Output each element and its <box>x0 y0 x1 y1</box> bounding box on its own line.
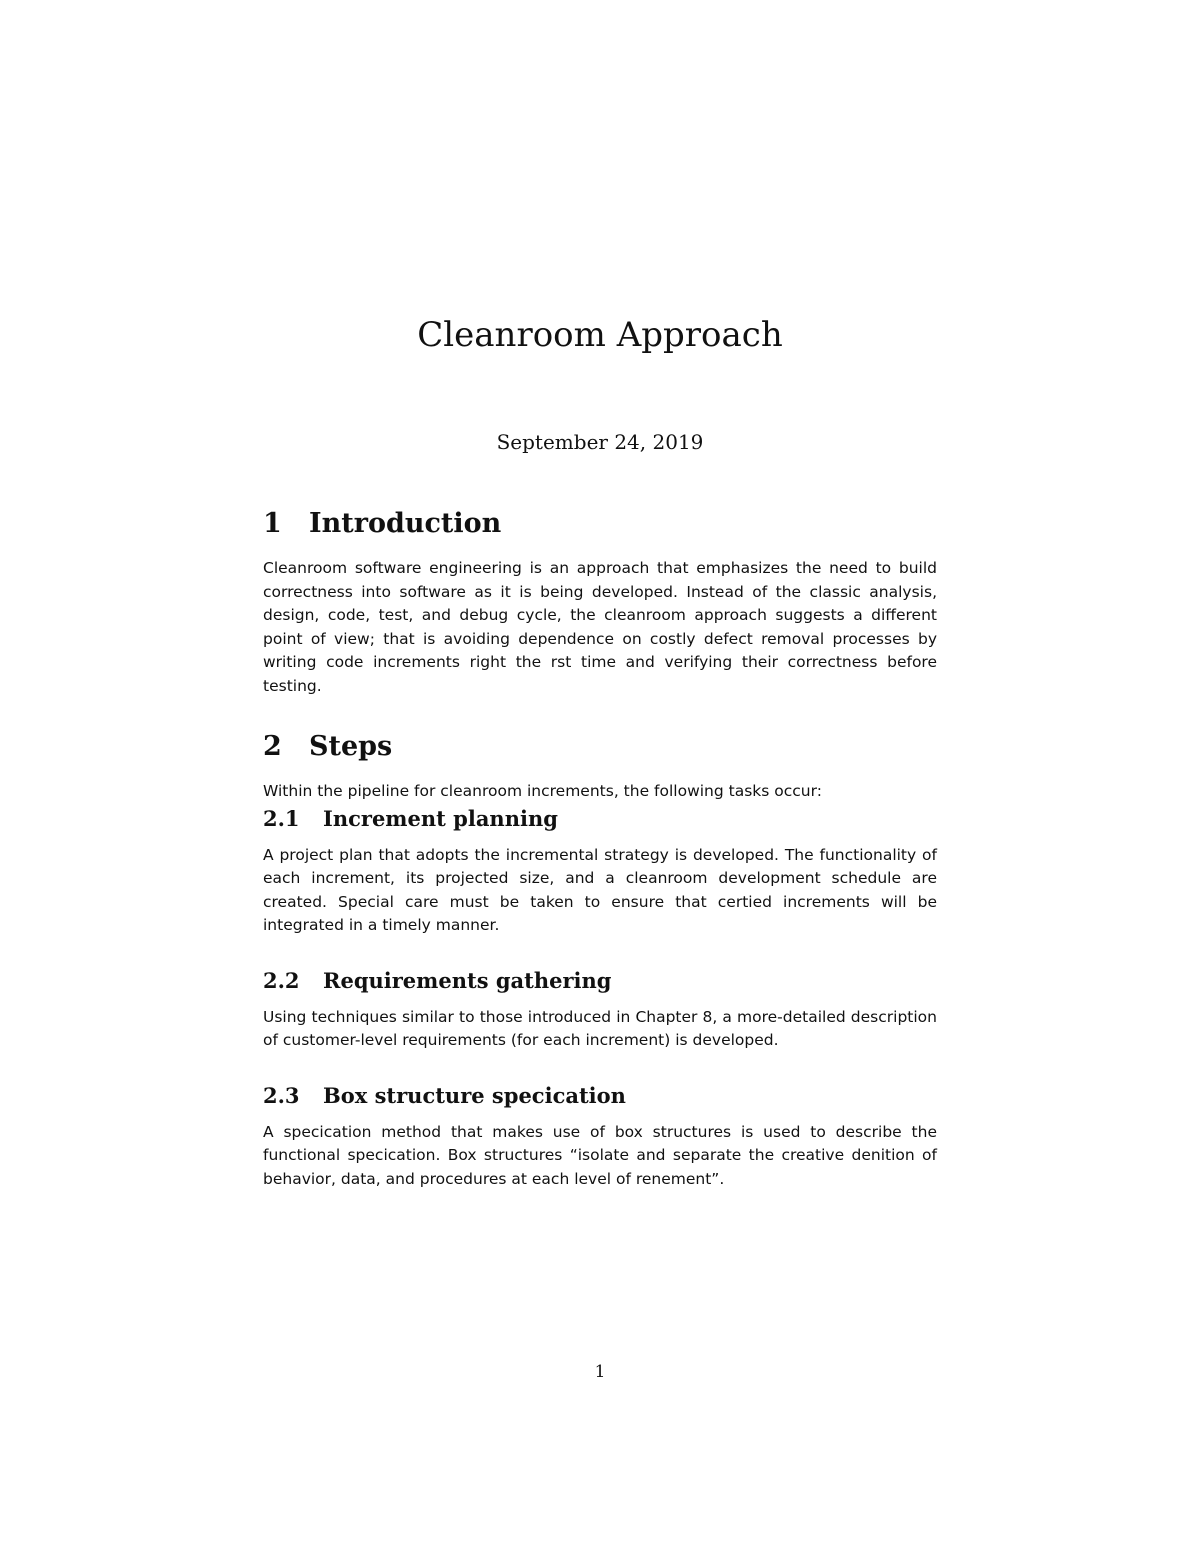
section-number: 1 <box>263 508 282 539</box>
section-number: 2 <box>263 731 282 762</box>
section-title: Introduction <box>309 508 502 539</box>
subsection-paragraph: Using techniques similar to those introduced in Chapter 8, a more-detailed description of customer-level requirements (for each increment) is developed. <box>263 1007 937 1049</box>
subsection-heading <box>263 804 937 834</box>
subsection-title: Requirements gathering <box>323 967 612 993</box>
subsection-paragraph: A project plan that adopts the incremental strategy is developed. The functionality of each increment, its projected size, and a cleanroom development schedule are created. Special care must be taken to ensure that certied increments will be integrated in a timely manner. <box>263 845 937 934</box>
document-title: Cleanroom Approach <box>417 315 783 355</box>
section-paragraph: Cleanroom software engineering is an approach that emphasizes the need to build correctness into software as it is being developed. Instead of the classic analysis, design, code, test, and debug cycle, the cleanroom approach suggests a different point of view; that is avoiding dependence on costly defect removal processes by writing code increments right the rst time and verifying their correctness before testing. <box>263 559 937 695</box>
section-title: Steps <box>309 731 393 762</box>
section-introduction <box>263 505 937 698</box>
subsection-heading <box>263 1081 937 1111</box>
subsection-heading <box>263 966 937 996</box>
section-heading <box>263 728 937 766</box>
subsection-requirements-gathering <box>263 966 937 1053</box>
subsection-number: 2.1 <box>263 805 300 831</box>
subsection-title: Box structure specication <box>323 1082 626 1108</box>
page-number: 1 <box>594 1362 606 1382</box>
document-date: September 24, 2019 <box>496 430 704 454</box>
subsection-paragraph: A specication method that makes use of box structures is used to describe the functional specication. Box structures “isolate and separate the creative denition of behavior, data, and procedures at each level of renement”. <box>263 1122 937 1188</box>
subsection-title: Increment planning <box>323 805 558 831</box>
section-paragraph: Within the pipeline for cleanroom increments, the following tasks occur: <box>263 782 822 800</box>
section-heading <box>263 505 937 543</box>
subsection-box-structure-specification <box>263 1081 937 1192</box>
subsection-number: 2.3 <box>263 1082 300 1108</box>
subsection-increment-planning <box>263 804 937 938</box>
section-steps <box>263 728 937 1191</box>
document-body <box>263 505 937 1219</box>
subsection-number: 2.2 <box>263 967 300 993</box>
